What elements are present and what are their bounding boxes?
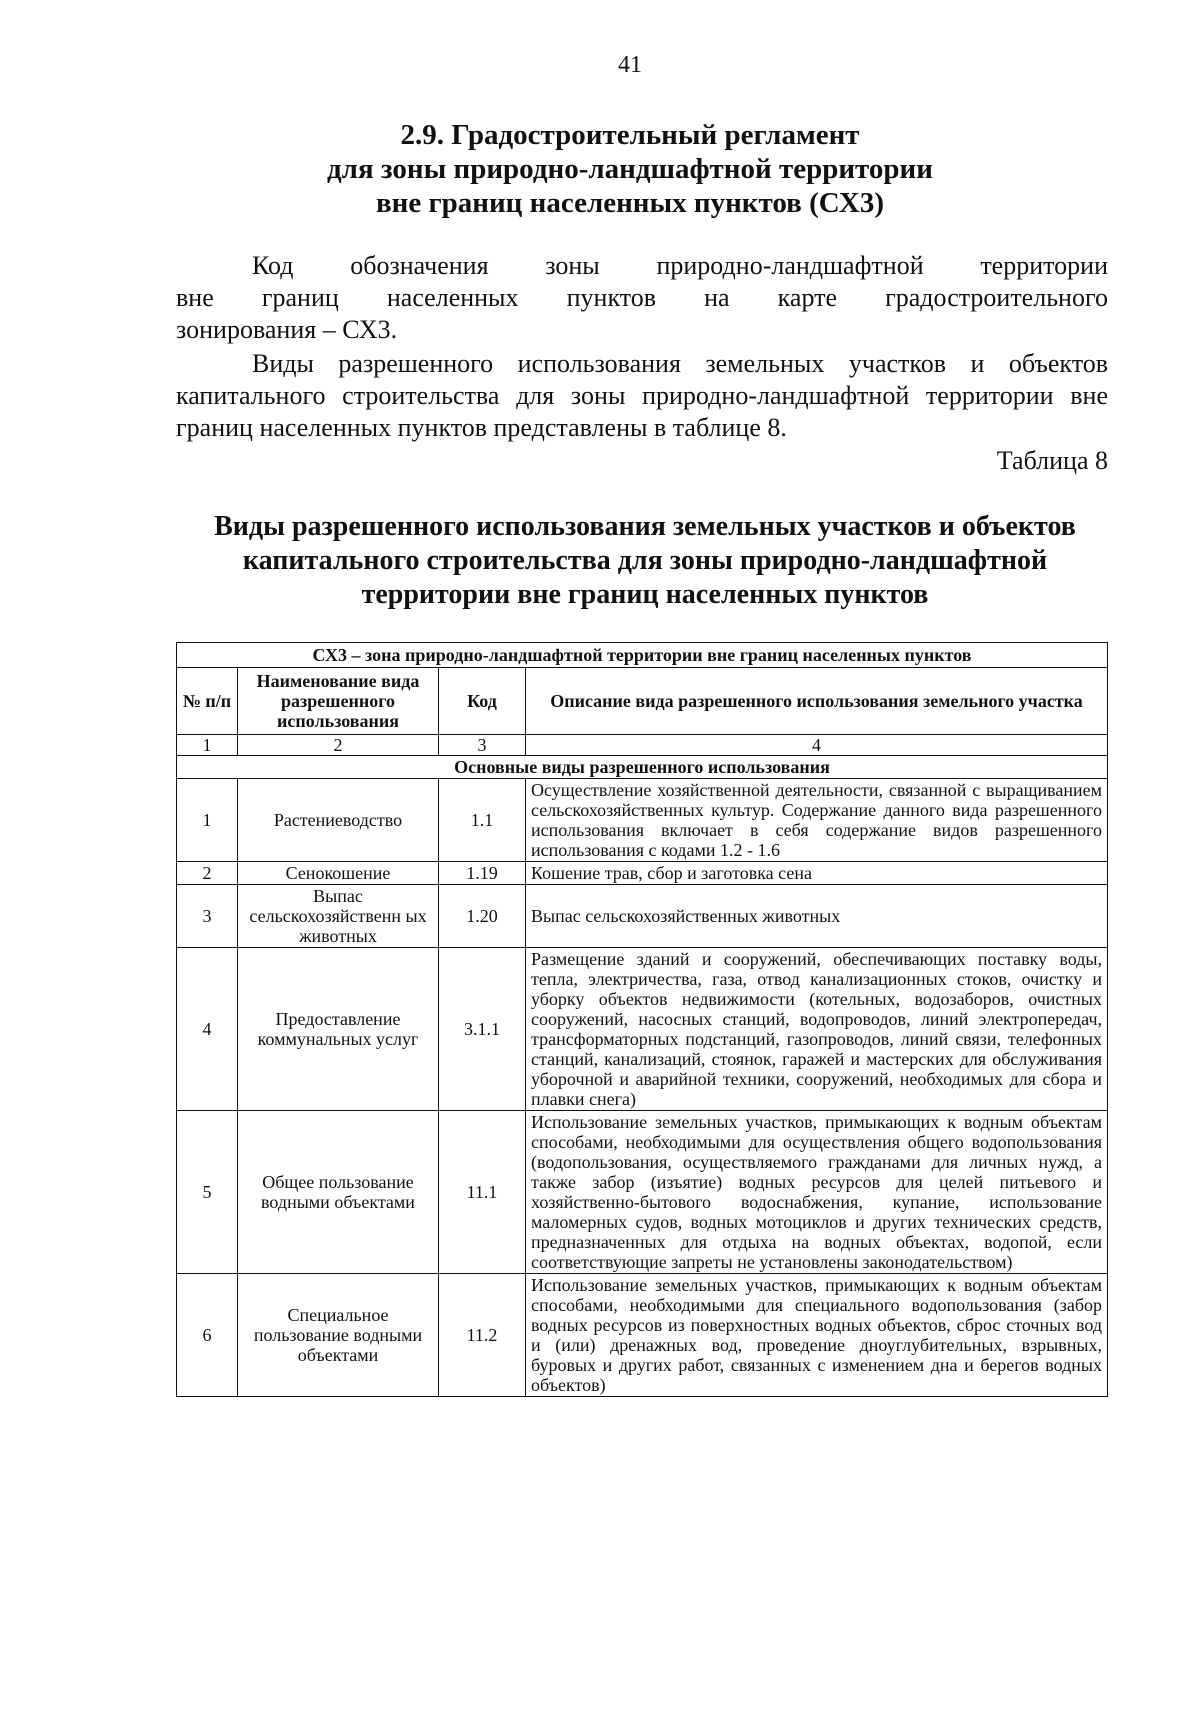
- table-row: [177, 885, 1108, 948]
- paragraph-text: Виды разрешенного использования земельных участков и объектов капитального строительства для зоны природно-ландшафтной территории вне границ населенных пунктов представлены в таблице 8.: [176, 349, 1108, 442]
- row-desc: Выпас сельскохозяйственных животных: [526, 885, 1108, 948]
- section-title-line: для зоны природно-ландшафтной территории: [327, 153, 933, 185]
- row-code: 1.19: [439, 862, 526, 885]
- section-title-line: вне границ населенных пунктов (СХ3): [375, 187, 885, 219]
- table-row: [177, 779, 1108, 862]
- header-name: Наименование вида разрешенного использования: [238, 668, 439, 735]
- table-title: [170, 510, 1120, 612]
- row-code: 1.1: [439, 779, 526, 862]
- paragraph-line: зонирования – СХ3.: [176, 315, 398, 344]
- column-number: 4: [526, 735, 1108, 756]
- column-number: 2: [238, 735, 439, 756]
- row-code: 11.2: [439, 1274, 526, 1397]
- page-number: 41: [618, 52, 642, 78]
- row-code: 11.1: [439, 1111, 526, 1274]
- row-desc: Размещение зданий и сооружений, обеспечивающих поставку воды, тепла, электричества, газа, отвод канализационных стоков, очистку и уборку объектов недвижимости (котельных, водозаборов, очистных сооружений, насосных станций, водопроводов, линий электропередач, трансформаторных подстанций, газопроводов, линий связи, телефонных станций, канализаций, стоянок, гаражей и мастерских для обслуживания уборочной и аварийной техники, сооружений, необходимых для сбора и плавки снега): [526, 948, 1108, 1111]
- table-row: [177, 1274, 1108, 1397]
- paragraph-line: вне границ населенных пунктов на карте градостроительного: [176, 283, 1108, 312]
- row-name: Предоставление коммунальных услуг: [238, 948, 439, 1111]
- column-number: 3: [439, 735, 526, 756]
- row-desc: Кошение трав, сбор и заготовка сена: [526, 862, 1108, 885]
- column-number: 1: [177, 735, 238, 756]
- table-title-line: Виды разрешенного использования земельных участков и объектов: [214, 511, 1076, 542]
- row-num: 4: [177, 948, 238, 1111]
- section-title-line: 2.9. Градостроительный регламент: [400, 119, 860, 151]
- row-desc: Использование земельных участков, примыкающих к водным объектам способами, необходимыми для осуществления общего водопользования (водопользования, осуществляемого гражданами для личных нужд, а также забор (изъятие) водных ресурсов для целей питьевого и хозяйственно-бытового водоснабжения, купание, использование маломерных судов, водных мотоциклов и других технических средств, предназначенных для отдыха на водных объектах, водопой, если соответствующие запреты не установлены законодательством): [526, 1111, 1108, 1274]
- group-title: Основные виды разрешенного использования: [177, 756, 1108, 779]
- row-num: 2: [177, 862, 238, 885]
- row-num: 6: [177, 1274, 238, 1397]
- permitted-use-table: [176, 642, 1108, 1397]
- table-row: [177, 948, 1108, 1111]
- row-name: Сенокошение: [238, 862, 439, 885]
- row-code: 1.20: [439, 885, 526, 948]
- row-num: 1: [177, 779, 238, 862]
- header-desc: Описание вида разрешенного использования земельного участка: [526, 668, 1108, 735]
- table-title-line: территории вне границ населенных пунктов: [361, 579, 929, 610]
- row-name: Выпас сельскохозяйственн ых животных: [238, 885, 439, 948]
- row-name: Растениеводство: [238, 779, 439, 862]
- row-name: Специальное пользование водными объектами: [238, 1274, 439, 1397]
- row-desc: Использование земельных участков, примыкающих к водным объектам способами, необходимыми для специального водопользования (забор водных ресурсов из поверхностных водных объектов, сброс сточных вод и (или) дренажных вод, проведение дноуглубительных, взрывных, буровых и других работ, связанных с изменением дна и берегов водных объектов): [526, 1274, 1108, 1397]
- section-title: [0, 118, 1200, 220]
- table-title-line: капитального строительства для зоны природно-ландшафтной: [242, 545, 1048, 576]
- table-label: Таблица 8: [996, 446, 1108, 475]
- table-row: [177, 862, 1108, 885]
- header-num: № п/п: [177, 668, 238, 735]
- header-code: Код: [439, 668, 526, 735]
- row-desc: Осуществление хозяйственной деятельности, связанной с выращиванием сельскохозяйственных культур. Содержание данного вида разрешенного использования включает в себя содержание видов разрешенного использования с кодами 1.2 - 1.6: [526, 779, 1108, 862]
- zone-header: СХ3 – зона природно-ландшафтной территории вне границ населенных пунктов: [177, 643, 1108, 668]
- zone-code-paragraph: [176, 250, 1108, 346]
- table-row: [177, 1111, 1108, 1274]
- row-num: 5: [177, 1111, 238, 1274]
- row-name: Общее пользование водными объектами: [238, 1111, 439, 1274]
- row-num: 3: [177, 885, 238, 948]
- usage-types-paragraph: [176, 348, 1108, 444]
- paragraph-line: Код обозначения зоны природно-ландшафтной территории: [252, 251, 1108, 280]
- row-code: 3.1.1: [439, 948, 526, 1111]
